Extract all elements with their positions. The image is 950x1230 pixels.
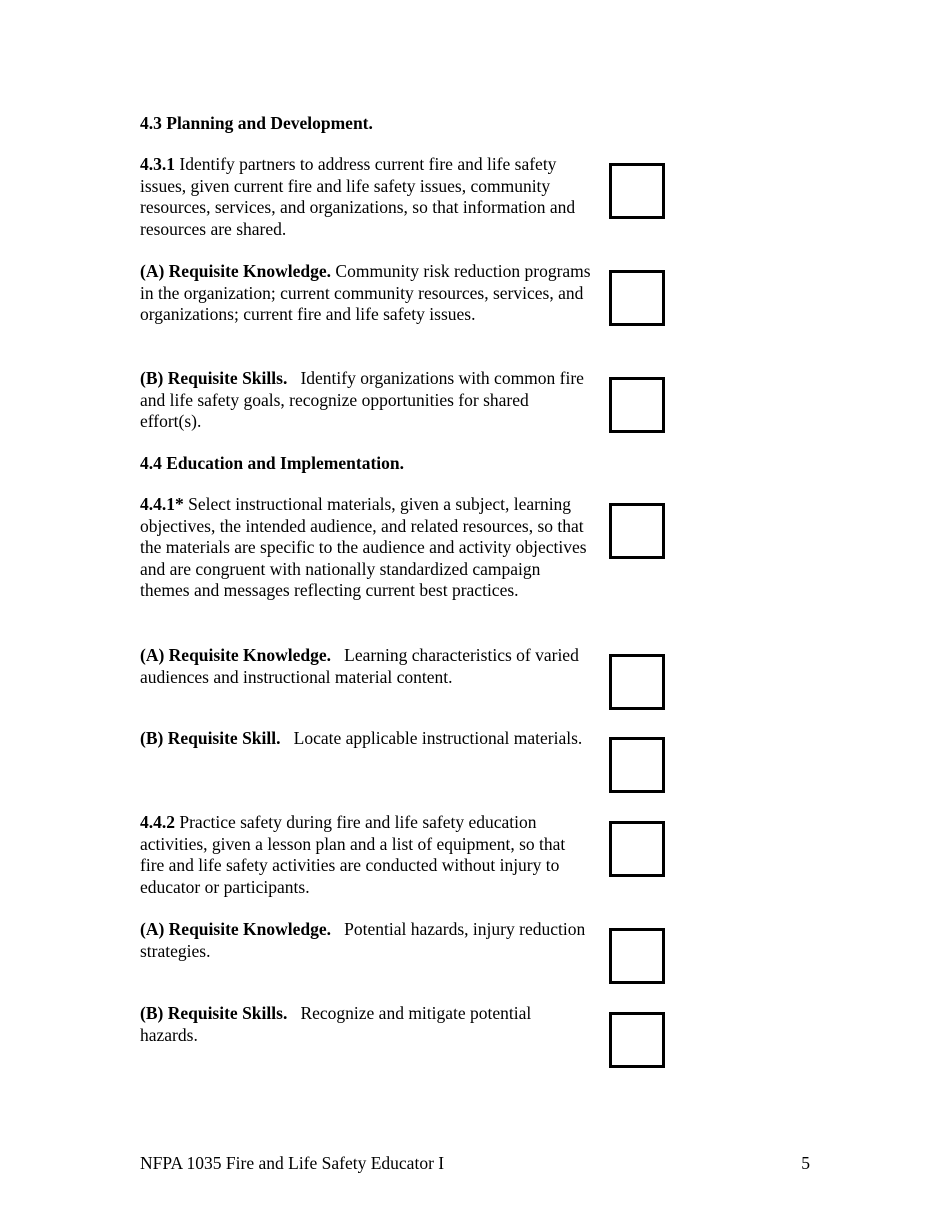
section-heading-4-3: 4.3 Planning and Development. <box>140 113 373 133</box>
item-text: Learning characteristics of varied audiences and instructional material content. <box>140 645 584 687</box>
section-heading-4-4: 4.4 Education and Implementation. <box>140 453 404 473</box>
footer-title: NFPA 1035 Fire and Life Safety Educator I <box>140 1153 445 1173</box>
item-4-4-1 <box>140 494 592 602</box>
item-text: Community risk reduction programs in the organization; current community resources, services, and organizations; current fire and life safety issues. <box>140 261 595 324</box>
item-4-4-2 <box>140 812 592 898</box>
item-4-4-1-knowledge <box>140 645 592 688</box>
item-number: 4.4.2 <box>140 812 175 832</box>
item-text: Practice safety during fire and life safety education activities, given a lesson plan and a list of equipment, so that fire and life safety activities are conducted without injury to educator or participants. <box>140 812 570 897</box>
item-label: (B) Requisite Skill. <box>140 728 281 748</box>
item-text: Potential hazards, injury reduction strategies. <box>140 919 590 961</box>
item-4-3-1-skills <box>140 368 592 433</box>
item-label: (A) Requisite Knowledge. <box>140 919 332 939</box>
item-4-4-2-knowledge <box>140 919 592 962</box>
item-number: 4.3.1 <box>140 154 175 174</box>
checkbox-4-4-2-skills[interactable] <box>609 1012 665 1068</box>
item-4-3-1 <box>140 154 592 240</box>
item-text: Identify organizations with common fire and life safety goals, recognize opportunities for shared effort(s). <box>140 368 589 431</box>
checkbox-4-3-1-skills[interactable] <box>609 377 665 433</box>
checkbox-4-3-1-knowledge[interactable] <box>609 270 665 326</box>
item-label: (A) Requisite Knowledge. <box>140 645 332 665</box>
item-4-4-1-skill <box>140 728 592 750</box>
item-label: (B) Requisite Skills. <box>140 368 288 388</box>
checkbox-4-3-1[interactable] <box>609 163 665 219</box>
item-label: (A) Requisite Knowledge. <box>140 261 332 281</box>
item-4-3-1-knowledge <box>140 261 595 326</box>
item-label: (B) Requisite Skills. <box>140 1003 288 1023</box>
checkbox-4-4-1-knowledge[interactable] <box>609 654 665 710</box>
page-number: 5 <box>801 1153 810 1173</box>
item-4-4-2-skills <box>140 1003 592 1046</box>
checkbox-4-4-2-knowledge[interactable] <box>609 928 665 984</box>
checkbox-4-4-1-skill[interactable] <box>609 737 665 793</box>
checkbox-4-4-1[interactable] <box>609 503 665 559</box>
item-text: Identify partners to address current fire and life safety issues, given current fire and life safety issues, community resources, services, and organizations, so that information and resources are shared. <box>140 154 580 239</box>
item-text: Recognize and mitigate potential hazards. <box>140 1003 536 1045</box>
checkbox-4-4-2[interactable] <box>609 821 665 877</box>
item-number: 4.4.1* <box>140 494 184 514</box>
item-text: Select instructional materials, given a subject, learning objectives, the intended audience, and related resources, so that the materials are specific to the audience and activity objectives and are congruent with nationally standardized campaign themes and messages reflecting current best practices. <box>140 494 591 600</box>
item-text: Locate applicable instructional materials. <box>280 728 583 748</box>
